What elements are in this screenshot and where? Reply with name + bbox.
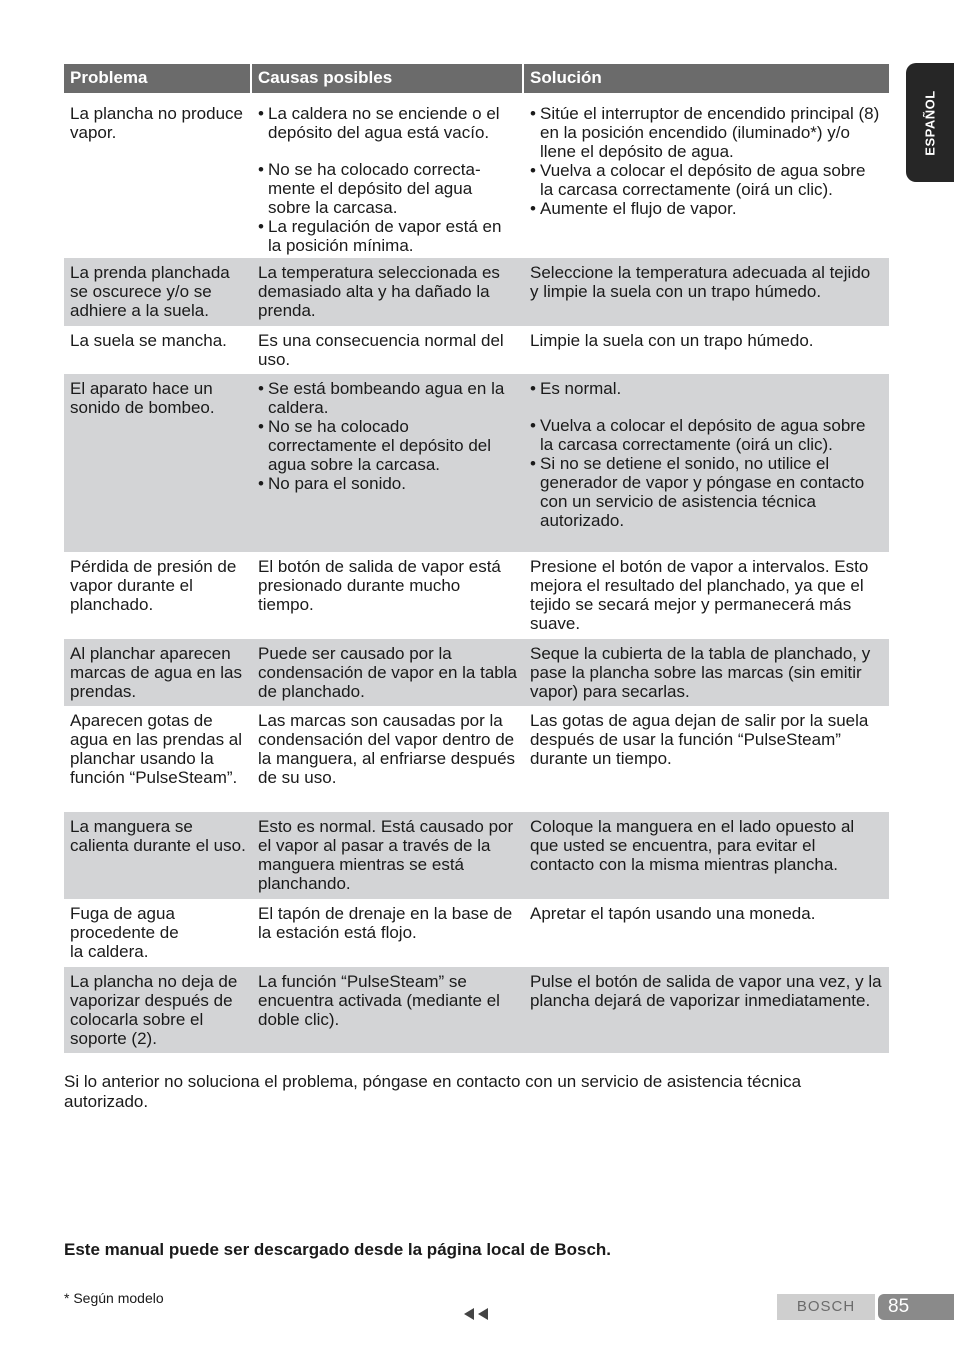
causes-cell: [252, 104, 524, 258]
list-item: • Vuelva a colocar el depósito de agua sobre la carcasa correctamente (oirá un clic).: [530, 161, 883, 199]
table-row: [64, 706, 889, 812]
table-row: [64, 552, 889, 639]
cause-cell: El tapón de drenaje en la base de la estación está flojo.: [258, 904, 513, 942]
table-row: [64, 374, 889, 552]
download-note: Este manual puede ser descargado desde la página local de Bosch.: [64, 1240, 612, 1259]
language-tab: [906, 63, 954, 182]
list-item: • Es normal.: [530, 379, 883, 398]
cause-cell: Las marcas son causadas por la condensación del vapor dentro de la manguera, al enfriarse después de su uso.: [258, 711, 516, 787]
list-item: • Aumente el flujo de vapor.: [530, 199, 883, 218]
header-problem: Problema: [64, 64, 252, 93]
header-solution: Solución: [524, 64, 889, 93]
table-row: [64, 812, 889, 899]
list-item: • No se ha colocado correctamente el depósito del agua sobre la carcasa.: [258, 417, 518, 474]
cause-cell: Es una consecuencia normal del uso.: [258, 331, 504, 369]
list-item: • La regulación de vapor está en la posición mínima.: [258, 217, 518, 255]
list-item: • Vuelva a colocar el depósito de agua sobre la carcasa correctamente (oirá un clic).: [530, 416, 883, 454]
table-row: [64, 326, 889, 374]
solutions-cell: [524, 104, 889, 258]
problem-cell: Fuga de agua procedente de la caldera.: [70, 904, 179, 961]
table-row: [64, 639, 889, 706]
double-left-arrow-icon[interactable]: [462, 1306, 490, 1327]
cause-cell: La temperatura seleccionada es demasiado alta y ha dañado la prenda.: [258, 263, 500, 320]
list-item: • No para el sonido.: [258, 474, 518, 493]
table-row: [64, 899, 889, 967]
problem-cell: La plancha no deja de vaporizar después de colocarla sobre el soporte (2).: [70, 972, 238, 1048]
solution-cell: Las gotas de agua dejan de salir por la suela después de usar la función “PulseSteam” durante un tiempo.: [530, 711, 869, 768]
problem-cell: La plancha no produce vapor.: [70, 104, 243, 142]
cause-cell: Esto es normal. Está causado por el vapor al pasar a través de la manguera mientras se está planchando.: [258, 817, 514, 893]
solution-cell: Pulse el botón de salida de vapor una vez, y la plancha dejará de vaporizar inmediatamente.: [530, 972, 882, 1010]
problem-cell: La suela se mancha.: [70, 331, 227, 350]
solution-cell: Seleccione la temperatura adecuada al tejido y limpie la suela con un trapo húmedo.: [530, 263, 871, 301]
troubleshooting-table: [64, 64, 889, 1053]
header-causes: Causas posibles: [252, 64, 524, 93]
solution-cell: Coloque la manguera en el lado opuesto al que usted se encuentra, para evitar el contacto con la misma mientras plancha.: [530, 817, 855, 874]
solution-cell: Apretar el tapón usando una moneda.: [530, 904, 816, 923]
list-item: • No se ha colocado correcta-mente el depósito del agua sobre la carcasa.: [258, 160, 518, 217]
list-item: • Se está bombeando agua en la caldera.: [258, 379, 518, 417]
cause-cell: Puede ser causado por la condensación de vapor en la tabla de planchado.: [258, 644, 517, 701]
cause-cell: El botón de salida de vapor está presionado durante mucho tiempo.: [258, 557, 501, 614]
causes-cell: [252, 379, 524, 552]
problem-cell: El aparato hace un sonido de bombeo.: [70, 379, 215, 417]
table-row: [64, 967, 889, 1053]
list-item: • Sitúe el interruptor de encendido principal (8) en la posición encendido (iluminado*) y/o llene el depósito de agua.: [530, 104, 883, 161]
problem-cell: Al planchar aparecen marcas de agua en las prendas.: [70, 644, 242, 701]
solution-cell: Limpie la suela con un trapo húmedo.: [530, 331, 814, 350]
language-label: ESPAÑOL: [922, 89, 938, 156]
table-header: [64, 64, 889, 93]
solutions-cell: [524, 379, 889, 552]
brand-label: BOSCH: [777, 1294, 875, 1320]
solution-cell: Seque la cubierta de la tabla de planchado, y pase la plancha sobre las marcas (sin emitir vapor) para secarlas.: [530, 644, 871, 701]
cause-cell: La función “PulseSteam” se encuentra activada (mediante el doble clic).: [258, 972, 500, 1029]
table-row: [64, 258, 889, 326]
page-number: 85: [878, 1294, 954, 1320]
problem-cell: La manguera se calienta durante el uso.: [70, 817, 246, 855]
problem-cell: La prenda planchada se oscurece y/o se adhiere a la suela.: [70, 263, 230, 320]
list-item: • La caldera no se enciende o el depósito del agua está vacío.: [258, 104, 518, 142]
table-row: [64, 93, 889, 258]
list-item: • Si no se detiene el sonido, no utilice el generador de vapor y póngase en contacto con un servicio de asistencia técnica autorizado.: [530, 454, 883, 530]
page-footer-bar: [777, 1294, 954, 1320]
problem-cell: Aparecen gotas de agua en las prendas al planchar usando la función “PulseSteam”.: [70, 711, 243, 787]
model-footnote: * Según modelo: [64, 1290, 164, 1306]
solution-cell: Presione el botón de vapor a intervalos. Esto mejora el resultado del planchado, ya que el tejido se secará mejor y permanecerá más suave.: [530, 557, 869, 633]
problem-cell: Pérdida de presión de vapor durante el planchado.: [70, 557, 237, 614]
support-note: Si lo anterior no soluciona el problema, póngase en contacto con un servicio de asistencia técnica autorizado.: [64, 1072, 802, 1111]
